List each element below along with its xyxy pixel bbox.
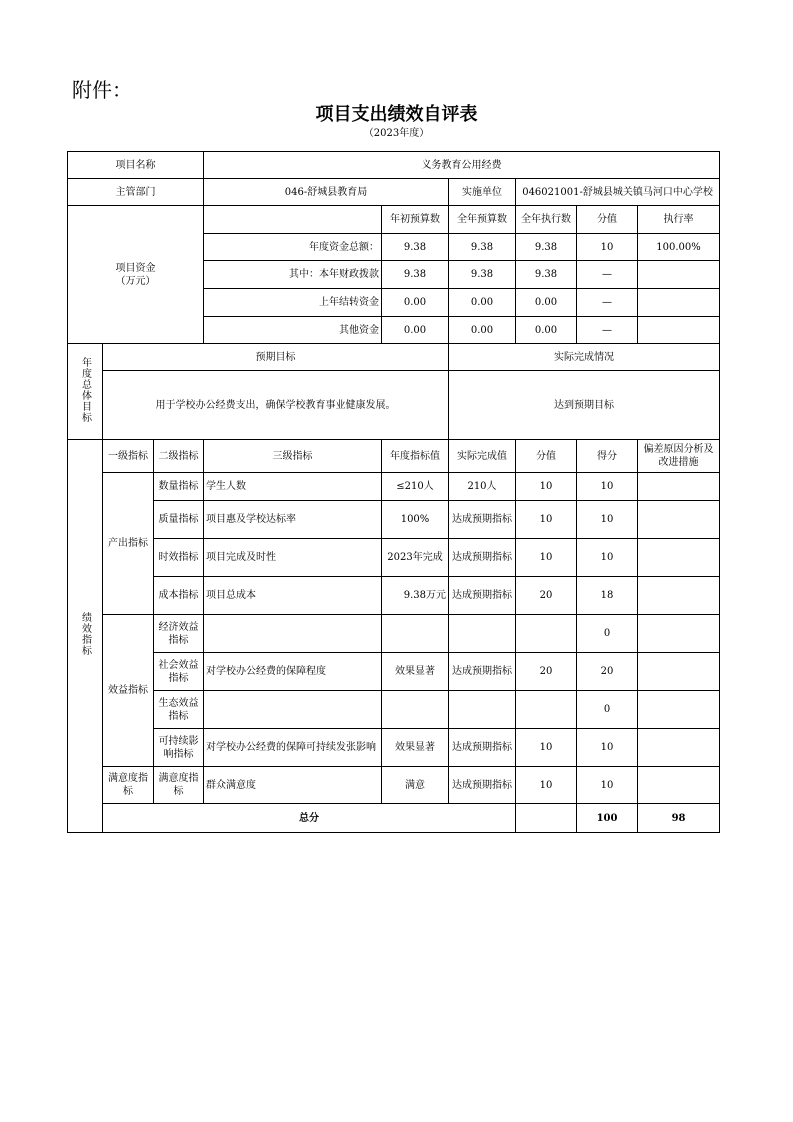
dept-value: 046-舒城县教育局 [204, 179, 449, 206]
ind-note [638, 615, 720, 653]
ind-value: 20 [516, 577, 577, 615]
ind-score: 18 [577, 577, 638, 615]
unit-label: 实施单位 [449, 179, 516, 206]
ind-l3 [204, 691, 382, 729]
ind-actual: 达成预期指标 [449, 729, 516, 767]
ind-score: 10 [577, 473, 638, 501]
funds-score-value: 10 [577, 234, 638, 261]
ind-target: 效果显著 [382, 653, 449, 691]
funds-label: 项目资金 （万元） [68, 206, 204, 344]
funds-rate [638, 261, 720, 289]
ind-l3: 项目总成本 [204, 577, 382, 615]
ind-note [638, 653, 720, 691]
funds-executed: 9.38 [516, 261, 577, 289]
funds-header-executed: 全年执行数 [516, 206, 577, 234]
funds-header-blank [204, 206, 382, 234]
ind-value: 20 [516, 653, 577, 691]
funds-initial: 9.38 [382, 261, 449, 289]
dept-label: 主管部门 [68, 179, 204, 206]
funds-row-label: 年度资金总额： [204, 234, 382, 261]
ind-actual: 达成预期指标 [449, 653, 516, 691]
ind-l2: 满意度指标 [154, 767, 204, 804]
ind-actual [449, 615, 516, 653]
ind-l3: 对学校办公经费的保障程度 [204, 653, 382, 691]
funds-header-rate: 执行率 [638, 206, 720, 234]
funds-row-label: 上年结转资金 [204, 289, 382, 317]
ind-header-score: 得分 [577, 440, 638, 473]
funds-score-value: — [577, 317, 638, 344]
funds-rate [638, 317, 720, 344]
ind-value: 10 [516, 501, 577, 539]
ind-note [638, 767, 720, 804]
ind-value: 10 [516, 473, 577, 501]
funds-rate [638, 289, 720, 317]
ind-l3: 群众满意度 [204, 767, 382, 804]
funds-score-value: — [577, 289, 638, 317]
ind-note [638, 473, 720, 501]
goals-actual-header: 实际完成情况 [449, 344, 720, 371]
ind-value [516, 615, 577, 653]
goals-expected-text: 用于学校办公经费支出，确保学校教育事业健康发展。 [103, 371, 449, 440]
ind-target: 满意 [382, 767, 449, 804]
total-score: 98 [638, 804, 720, 833]
ind-l2: 社会效益指标 [154, 653, 204, 691]
ind-note [638, 577, 720, 615]
ind-score: 10 [577, 501, 638, 539]
goals-actual-text: 达到预期目标 [449, 371, 720, 440]
year-subtitle: （2023年度） [363, 128, 430, 139]
funds-initial: 0.00 [382, 289, 449, 317]
output-indicator-label: 产出指标 [103, 473, 154, 615]
total-actual-blank [516, 804, 577, 833]
ind-score: 10 [577, 729, 638, 767]
ind-score: 10 [577, 539, 638, 577]
ind-l2: 生态效益指标 [154, 691, 204, 729]
ind-value: 10 [516, 767, 577, 804]
ind-l3 [204, 615, 382, 653]
goals-expected-header: 预期目标 [103, 344, 449, 371]
indicators-label: 绩效指标 [68, 440, 103, 833]
satisfaction-indicator-label: 满意度指标 [103, 767, 154, 804]
ind-header-actual: 实际完成值 [449, 440, 516, 473]
ind-value: 10 [516, 539, 577, 577]
funds-executed: 0.00 [516, 289, 577, 317]
ind-note [638, 729, 720, 767]
ind-score: 20 [577, 653, 638, 691]
ind-actual: 达成预期指标 [449, 539, 516, 577]
funds-annual: 9.38 [449, 234, 516, 261]
ind-l2: 质量指标 [154, 501, 204, 539]
ind-l3: 学生人数 [204, 473, 382, 501]
ind-l2: 经济效益指标 [154, 615, 204, 653]
funds-annual: 0.00 [449, 317, 516, 344]
goals-label: 年度总体目标 [68, 344, 103, 440]
ind-actual: 210人 [449, 473, 516, 501]
ind-l3: 项目惠及学校达标率 [204, 501, 382, 539]
funds-rate: 100.00% [638, 234, 720, 261]
ind-target: 100% [382, 501, 449, 539]
ind-value [516, 691, 577, 729]
ind-actual [449, 691, 516, 729]
ind-value: 10 [516, 729, 577, 767]
funds-row-label: 其他资金 [204, 317, 382, 344]
ind-l3: 对学校办公经费的保障可持续发张影响 [204, 729, 382, 767]
ind-l2: 可持续影响指标 [154, 729, 204, 767]
ind-target: 9.38万元 [382, 577, 449, 615]
ind-score: 10 [577, 767, 638, 804]
ind-target: 2023年完成 [382, 539, 449, 577]
ind-note [638, 501, 720, 539]
ind-actual: 达成预期指标 [449, 577, 516, 615]
ind-header-l3: 三级指标 [204, 440, 382, 473]
funds-initial: 0.00 [382, 317, 449, 344]
ind-target [382, 691, 449, 729]
funds-row-label: 其中：本年财政拨款 [204, 261, 382, 289]
ind-header-target: 年度指标值 [382, 440, 449, 473]
ind-target [382, 615, 449, 653]
benefit-indicator-label: 效益指标 [103, 615, 154, 767]
ind-note [638, 539, 720, 577]
funds-score-value: — [577, 261, 638, 289]
funds-annual: 9.38 [449, 261, 516, 289]
ind-header-l2: 二级指标 [154, 440, 204, 473]
project-name-label: 项目名称 [68, 152, 204, 179]
total-value: 100 [577, 804, 638, 833]
funds-annual: 0.00 [449, 289, 516, 317]
ind-target: 效果显著 [382, 729, 449, 767]
funds-header-score-value: 分值 [577, 206, 638, 234]
unit-value: 046021001-舒城县城关镇马河口中心学校 [516, 179, 720, 206]
ind-score: 0 [577, 691, 638, 729]
ind-score: 0 [577, 615, 638, 653]
ind-l3: 项目完成及时性 [204, 539, 382, 577]
ind-header-note: 偏差原因分析及改进措施 [638, 440, 720, 473]
total-label: 总分 [103, 804, 516, 833]
funds-executed: 0.00 [516, 317, 577, 344]
self-evaluation-table [67, 151, 720, 833]
ind-header-l1: 一级指标 [103, 440, 154, 473]
ind-l2: 时效指标 [154, 539, 204, 577]
ind-header-value: 分值 [516, 440, 577, 473]
page-title: 项目支出绩效自评表 [315, 104, 478, 125]
attachment-label: 附件： [72, 78, 132, 102]
ind-l2: 数量指标 [154, 473, 204, 501]
funds-executed: 9.38 [516, 234, 577, 261]
funds-header-annual: 全年预算数 [449, 206, 516, 234]
ind-note [638, 691, 720, 729]
project-name-value: 义务教育公用经费 [204, 152, 720, 179]
ind-target: ≤210人 [382, 473, 449, 501]
ind-actual: 达成预期指标 [449, 767, 516, 804]
funds-initial: 9.38 [382, 234, 449, 261]
funds-header-initial: 年初预算数 [382, 206, 449, 234]
ind-l2: 成本指标 [154, 577, 204, 615]
ind-actual: 达成预期指标 [449, 501, 516, 539]
